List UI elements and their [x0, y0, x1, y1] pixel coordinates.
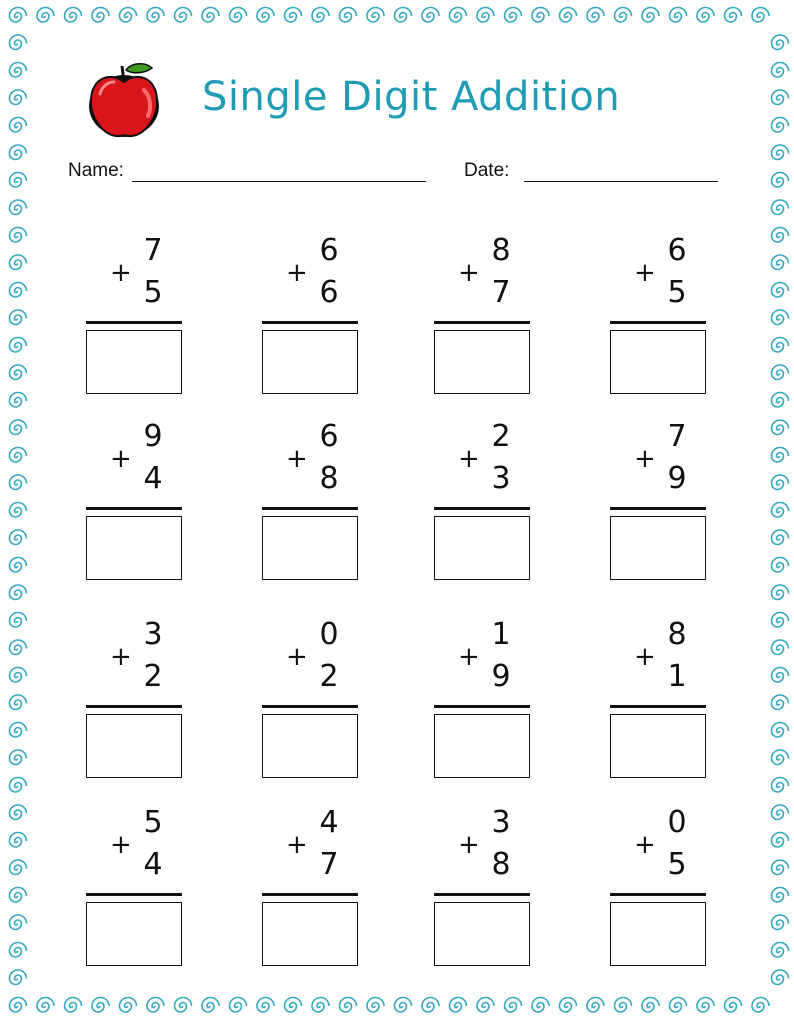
- swirl-icon: [477, 998, 494, 1013]
- bottom-addend: 2: [319, 659, 339, 694]
- swirl-icon: [10, 943, 27, 958]
- problem-7: [434, 419, 544, 592]
- swirl-icon: [615, 998, 632, 1013]
- problem-11: [434, 617, 544, 790]
- bottom-addend: 7: [319, 847, 339, 882]
- swirl-icon: [772, 888, 789, 903]
- swirl-icon: [367, 998, 384, 1013]
- plus-sign: +: [286, 830, 308, 860]
- plus-sign: +: [634, 444, 656, 474]
- top-addend: 6: [667, 233, 687, 268]
- answer-box[interactable]: [86, 902, 182, 966]
- swirl-icon: [285, 998, 302, 1013]
- swirl-icon: [65, 7, 82, 22]
- answer-box[interactable]: [434, 902, 530, 966]
- bottom-addend: 9: [667, 461, 687, 496]
- answer-line: [434, 705, 530, 708]
- top-addend: 3: [491, 805, 511, 840]
- top-addend: 7: [143, 233, 163, 268]
- swirl-icon: [10, 420, 27, 435]
- swirl-icon: [772, 255, 789, 270]
- swirl-icon: [10, 145, 27, 159]
- swirl-icon: [670, 8, 687, 23]
- swirl-icon: [10, 35, 27, 50]
- swirl-icon: [10, 283, 27, 298]
- plus-sign: +: [110, 642, 132, 672]
- plus-sign: +: [634, 258, 656, 288]
- swirl-icon: [772, 365, 789, 380]
- answer-line: [86, 705, 182, 708]
- plus-sign: +: [458, 258, 480, 288]
- problem-4: [610, 233, 720, 406]
- swirl-icon: [772, 35, 789, 50]
- name-field[interactable]: [132, 181, 426, 182]
- swirl-icon: [92, 998, 109, 1013]
- swirl-icon: [10, 998, 27, 1013]
- swirl-icon: [175, 998, 192, 1013]
- page-title: Single Digit Addition: [202, 74, 621, 120]
- swirl-icon: [10, 8, 27, 23]
- swirl-icon: [285, 8, 302, 23]
- top-addend: 4: [319, 805, 339, 840]
- problem-16: [610, 805, 720, 978]
- answer-box[interactable]: [86, 330, 182, 394]
- plus-sign: +: [634, 830, 656, 860]
- swirl-icon: [772, 613, 789, 628]
- swirl-icon: [772, 778, 789, 793]
- swirl-icon: [450, 998, 467, 1013]
- swirl-icon: [772, 338, 789, 353]
- swirl-icon: [10, 723, 27, 738]
- swirl-icon: [10, 750, 27, 764]
- swirl-icon: [450, 8, 467, 23]
- answer-line: [262, 321, 358, 324]
- swirl-icon: [772, 118, 789, 133]
- swirl-icon: [642, 998, 659, 1013]
- answer-box[interactable]: [262, 516, 358, 580]
- swirl-icon: [340, 8, 357, 23]
- swirl-icon: [670, 998, 687, 1013]
- top-addend: 7: [667, 419, 687, 454]
- bottom-addend: 8: [491, 847, 511, 882]
- swirl-icon: [10, 695, 27, 710]
- swirl-icon: [587, 998, 604, 1013]
- swirl-icon: [340, 998, 357, 1013]
- swirl-icon: [477, 8, 494, 23]
- swirl-icon: [10, 833, 27, 848]
- swirl-icon: [772, 585, 789, 600]
- swirl-icon: [772, 200, 789, 215]
- swirl-icon: [395, 8, 412, 23]
- answer-box[interactable]: [262, 902, 358, 966]
- answer-box[interactable]: [262, 714, 358, 778]
- problem-3: [434, 233, 544, 406]
- swirl-icon: [37, 998, 54, 1013]
- swirl-icon: [10, 448, 27, 463]
- date-label: Date:: [464, 160, 510, 181]
- answer-line: [434, 893, 530, 896]
- plus-sign: +: [286, 444, 308, 474]
- bottom-addend: 1: [667, 659, 687, 694]
- swirl-icon: [772, 723, 789, 738]
- swirl-icon: [10, 475, 27, 490]
- answer-box[interactable]: [86, 516, 182, 580]
- swirl-icon: [10, 640, 27, 655]
- swirl-icon: [615, 8, 632, 23]
- top-addend: 0: [319, 617, 339, 652]
- swirl-icon: [202, 8, 219, 23]
- swirl-icon: [312, 8, 329, 23]
- swirl-icon: [772, 393, 789, 408]
- swirl-icon: [367, 8, 384, 23]
- swirl-icon: [772, 915, 789, 930]
- swirl-icon: [257, 998, 274, 1013]
- swirl-icon: [10, 393, 27, 408]
- answer-box[interactable]: [610, 902, 706, 966]
- swirl-icon: [772, 750, 789, 764]
- problem-1: [86, 233, 196, 406]
- swirl-icon: [10, 90, 27, 105]
- answer-line: [610, 507, 706, 510]
- problem-6: [262, 419, 372, 592]
- swirl-icon: [422, 8, 439, 23]
- swirl-icon: [725, 8, 742, 23]
- swirl-icon: [772, 173, 789, 188]
- swirl-icon: [772, 310, 789, 325]
- answer-box[interactable]: [610, 516, 706, 580]
- answer-line: [86, 893, 182, 896]
- plus-sign: +: [286, 258, 308, 288]
- swirl-icon: [772, 833, 789, 848]
- swirl-icon: [725, 998, 742, 1013]
- plus-sign: +: [458, 444, 480, 474]
- answer-line: [86, 507, 182, 510]
- plus-sign: +: [286, 642, 308, 672]
- name-label: Name:: [68, 160, 124, 181]
- answer-line: [434, 507, 530, 510]
- bottom-addend: 8: [319, 461, 339, 496]
- swirl-icon: [697, 8, 714, 23]
- plus-sign: +: [458, 830, 480, 860]
- swirl-icon: [772, 90, 789, 105]
- swirl-icon: [772, 63, 789, 77]
- swirl-icon: [772, 943, 789, 958]
- plus-sign: +: [110, 444, 132, 474]
- bottom-addend: 5: [667, 847, 687, 882]
- plus-sign: +: [634, 642, 656, 672]
- top-addend: 6: [319, 419, 339, 454]
- plus-sign: +: [110, 830, 132, 860]
- swirl-icon: [505, 8, 522, 23]
- swirl-icon: [65, 997, 82, 1012]
- top-addend: 8: [667, 617, 687, 652]
- answer-line: [610, 893, 706, 896]
- swirl-icon: [505, 998, 522, 1013]
- bottom-addend: 4: [143, 461, 163, 496]
- swirl-icon: [10, 558, 27, 573]
- swirl-icon: [10, 63, 27, 77]
- swirl-icon: [772, 228, 789, 243]
- swirl-icon: [772, 145, 789, 159]
- bottom-addend: 9: [491, 659, 511, 694]
- swirl-icon: [92, 8, 109, 23]
- swirl-icon: [120, 8, 137, 23]
- apple-icon: [86, 60, 162, 140]
- problem-14: [262, 805, 372, 978]
- plus-sign: +: [458, 642, 480, 672]
- answer-box[interactable]: [434, 330, 530, 394]
- swirl-icon: [230, 8, 247, 23]
- swirl-icon: [10, 613, 27, 628]
- swirl-icon: [120, 998, 137, 1013]
- bottom-addend: 5: [667, 275, 687, 310]
- swirl-icon: [532, 998, 549, 1013]
- top-addend: 9: [143, 419, 163, 454]
- swirl-icon: [10, 365, 27, 380]
- swirl-icon: [587, 8, 604, 23]
- swirl-icon: [10, 255, 27, 270]
- swirl-icon: [10, 310, 27, 325]
- swirl-icon: [10, 888, 27, 903]
- swirl-icon: [257, 8, 274, 23]
- swirl-icon: [752, 998, 769, 1013]
- swirl-icon: [560, 8, 577, 23]
- swirl-icon: [772, 695, 789, 710]
- swirl-icon: [147, 998, 164, 1013]
- answer-box[interactable]: [610, 330, 706, 394]
- answer-line: [610, 321, 706, 324]
- top-addend: 1: [491, 617, 511, 652]
- swirl-icon: [10, 970, 27, 985]
- swirl-icon: [642, 8, 659, 23]
- swirl-icon: [10, 173, 27, 188]
- swirl-icon: [532, 8, 549, 23]
- plus-sign: +: [110, 258, 132, 288]
- problem-15: [434, 805, 544, 978]
- problem-10: [262, 617, 372, 790]
- answer-line: [262, 507, 358, 510]
- date-field[interactable]: [524, 181, 718, 182]
- swirl-icon: [395, 998, 412, 1013]
- problem-2: [262, 233, 372, 406]
- swirl-icon: [10, 200, 27, 215]
- swirl-icon: [10, 228, 27, 243]
- swirl-icon: [10, 118, 27, 133]
- swirl-icon: [10, 338, 27, 353]
- swirl-icon: [772, 530, 789, 545]
- swirl-icon: [422, 998, 439, 1013]
- answer-box[interactable]: [434, 714, 530, 778]
- swirl-icon: [772, 475, 789, 490]
- bottom-addend: 5: [143, 275, 163, 310]
- swirl-icon: [175, 8, 192, 23]
- swirl-icon: [772, 970, 789, 985]
- answer-line: [86, 321, 182, 324]
- bottom-addend: 7: [491, 275, 511, 310]
- problem-13: [86, 805, 196, 978]
- swirl-icon: [10, 860, 27, 875]
- answer-line: [262, 705, 358, 708]
- top-addend: 6: [319, 233, 339, 268]
- bottom-addend: 6: [319, 275, 339, 310]
- problem-8: [610, 419, 720, 592]
- swirl-icon: [202, 998, 219, 1013]
- bottom-addend: 4: [143, 847, 163, 882]
- swirl-icon: [772, 503, 789, 517]
- answer-line: [262, 893, 358, 896]
- swirl-icon: [772, 668, 789, 683]
- answer-box[interactable]: [434, 516, 530, 580]
- swirl-icon: [10, 585, 27, 600]
- top-addend: 3: [143, 617, 163, 652]
- answer-box[interactable]: [262, 330, 358, 394]
- answer-box[interactable]: [610, 714, 706, 778]
- answer-box[interactable]: [86, 714, 182, 778]
- swirl-icon: [560, 998, 577, 1013]
- swirl-icon: [10, 668, 27, 683]
- swirl-icon: [772, 283, 789, 298]
- problem-5: [86, 419, 196, 592]
- swirl-icon: [312, 998, 329, 1013]
- swirl-icon: [772, 448, 789, 463]
- top-addend: 5: [143, 805, 163, 840]
- swirl-icon: [10, 915, 27, 930]
- swirl-icon: [147, 8, 164, 23]
- swirl-icon: [230, 998, 247, 1013]
- swirl-icon: [10, 503, 27, 517]
- swirl-icon: [697, 998, 714, 1013]
- swirl-icon: [772, 805, 789, 820]
- top-addend: 0: [667, 805, 687, 840]
- answer-line: [434, 321, 530, 324]
- top-addend: 2: [491, 419, 511, 454]
- top-addend: 8: [491, 233, 511, 268]
- bottom-addend: 3: [491, 461, 511, 496]
- swirl-icon: [772, 558, 789, 573]
- swirl-icon: [10, 778, 27, 793]
- answer-line: [610, 705, 706, 708]
- swirl-icon: [752, 8, 769, 23]
- swirl-icon: [772, 640, 789, 655]
- bottom-addend: 2: [143, 659, 163, 694]
- swirl-icon: [772, 420, 789, 435]
- swirl-icon: [37, 8, 54, 23]
- problem-12: [610, 617, 720, 790]
- problem-9: [86, 617, 196, 790]
- swirl-icon: [10, 530, 27, 545]
- swirl-icon: [10, 805, 27, 820]
- swirl-icon: [772, 860, 789, 875]
